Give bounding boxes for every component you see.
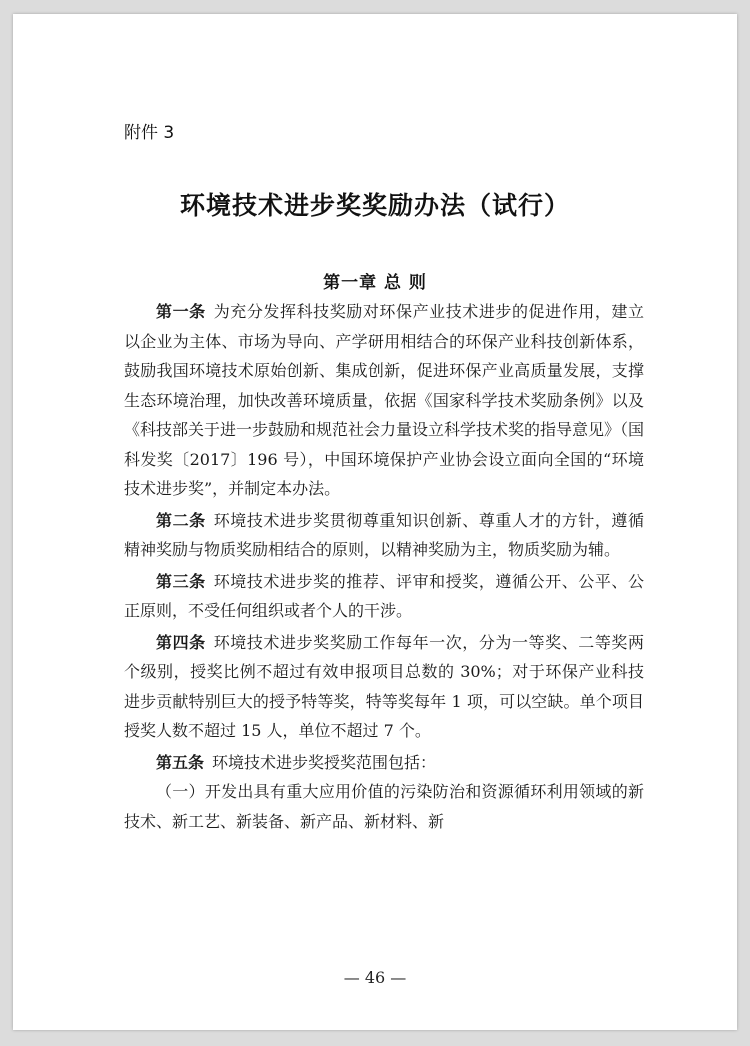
attachment-label: 附件 3 <box>124 123 175 143</box>
list-item-1: （一）开发出具有重大应用价值的污染防治和资源循环利用领域的新技术、新工艺、新装备、新产品、新材料、新 <box>124 782 644 831</box>
article-2 <box>124 506 644 565</box>
article-text: 环境技术进步奖的推荐、评审和授奖，遵循公开、公平、公正原则，不受任何组织或者个人的干涉。 <box>124 571 644 620</box>
article-text: 环境技术进步奖授奖范围包括： <box>212 752 437 772</box>
article-text: 环境技术进步奖贯彻尊重知识创新、尊重人才的方针，遵循精神奖励与物质奖励相结合的原则，以精神奖励为主，物质奖励为辅。 <box>124 510 644 559</box>
article-5 <box>124 748 644 778</box>
page-number: — 46 — <box>343 968 407 987</box>
article-3 <box>124 567 644 626</box>
article-4 <box>124 628 644 746</box>
article-label: 第一条 <box>156 302 206 321</box>
article-label: 第五条 <box>156 752 205 772</box>
chapter-heading: 第一章 总 则 <box>323 273 427 293</box>
document-title: 环境技术进步奖奖励办法（试行） <box>179 191 570 220</box>
article-label: 第二条 <box>156 510 206 530</box>
document-page <box>13 14 737 1030</box>
article-label: 第三条 <box>156 571 206 591</box>
article-1 <box>124 297 644 504</box>
document-body <box>124 297 644 836</box>
article-label: 第四条 <box>156 632 206 652</box>
article-text: 环境技术进步奖奖励工作每年一次，分为一等奖、二等奖两个级别，授奖比例不超过有效申报项目总数的 30%；对于环保产业科技进步贡献特别巨大的授予特等奖，特等奖每年 1 项，可以空缺。单个项目授奖人数不超过 15 人，单位不超过 7 个。 <box>124 632 644 740</box>
article-text: 为充分发挥科技奖励对环保产业技术进步的促进作用，建立以企业为主体、市场为导向、产学研用相结合的环保产业科技创新体系，鼓励我国环境技术原始创新、集成创新，促进环保产业高质量发展，支撑生态环境治理，加快改善环境质量，依据《国家科学技术奖励条例》以及《科技部关于进一步鼓励和规范社会力量设立科学技术奖的指导意见》（国科发奖〔2017〕196 号），中国环境保护产业协会设立面向全国的“环境技术进步奖”，并制定本办法。 <box>124 302 645 498</box>
